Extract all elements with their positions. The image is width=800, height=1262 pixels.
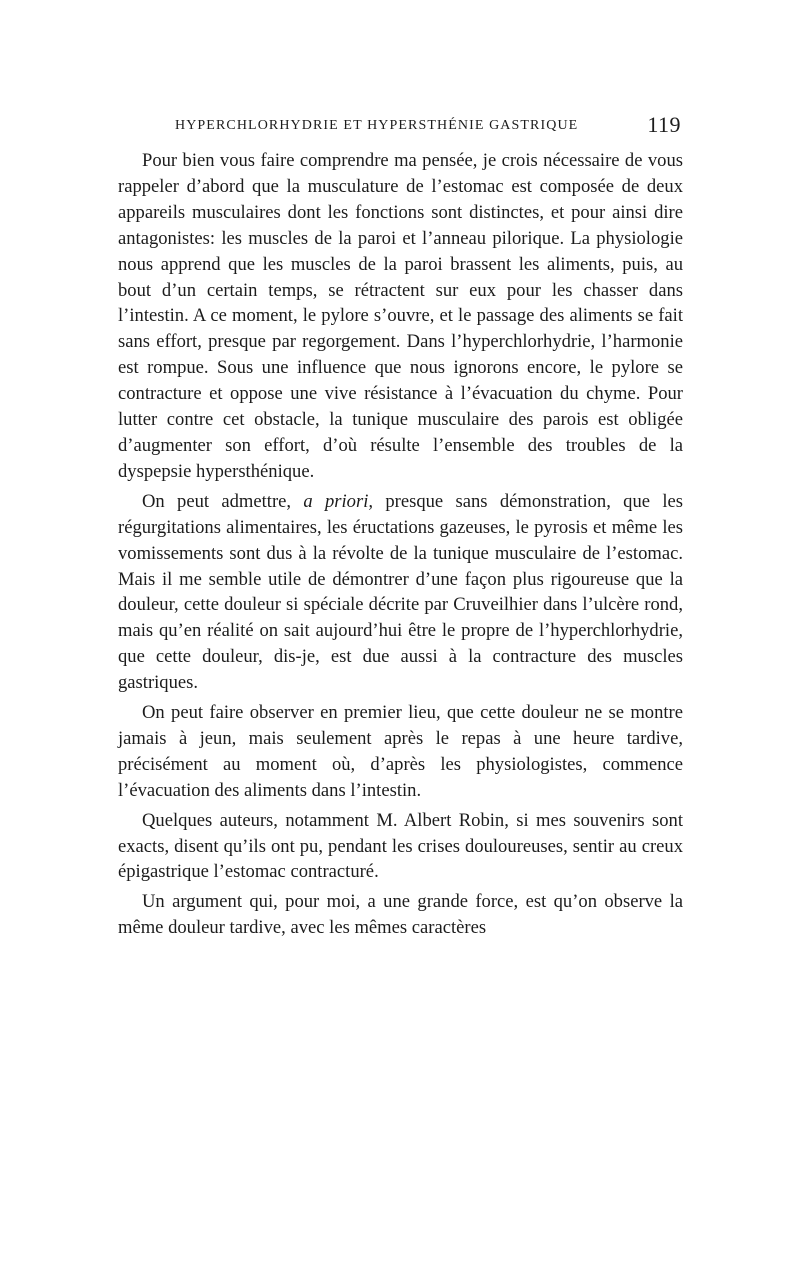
body-text (118, 148, 683, 941)
page-number: 119 (647, 112, 681, 137)
italic-phrase: a priori, (303, 490, 374, 512)
paragraph-2-text-start: On peut admettre, (142, 490, 304, 512)
running-header (118, 112, 683, 138)
paragraph-1-text: Pour bien vous faire comprendre ma pensée, je crois nécessaire de vous rappeler d’abord que la musculature de l’estomac est composée de deux appareils musculaires dont les fonctions sont distinctes, et pour ainsi dire antagonistes: les muscles de la paroi et l’anneau pilorique. La physiologie nous apprend que les muscles de la paroi brassent les aliments, puis, au bout d’un certain temps, se rétractent sur eux pour les chasser dans l’intestin. A ce moment, le pylore s’ouvre, et le passage des aliments se fait sans effort, presque par regorgement. Dans l’hyperchlorhydrie, l’harmonie est rompue. Sous une influence que nous ignorons encore, le pylore se contracture et oppose une vive résistance à l’évacuation du chyme. Pour lutter contre cet obstacle, la tunique musculaire des parois est obligée d’augmenter son effort, d’où résulte l’ensemble des troubles de la dyspepsie hypersthénique. (118, 150, 683, 482)
paragraph-3 (118, 700, 683, 804)
book-page (118, 112, 683, 941)
running-title: HYPERCHLORHYDRIE ET HYPERSTHÉNIE GASTRIQUE (175, 118, 579, 133)
paragraph-2-text-end: presque sans démonstration, que les régurgitations alimentaires, les éructations gazeuses, le pyrosis et même les vomissements sont dus à la révolte de la tunique musculaire de l’estomac. Mais il me semble utile de démontrer d’une façon plus rigoureuse que la douleur, cette douleur si spéciale décrite par Cruveilhier dans l’ulcère rond, mais qu’en réalité on sait aujourd’hui être le propre de l’hyperchlorhydrie, que cette douleur, dis-je, est due aussi à la contracture des muscles gastriques. (118, 490, 683, 694)
paragraph-5 (118, 889, 683, 941)
paragraph-4-text: Quelques auteurs, notamment M. Albert Robin, si mes souvenirs sont exacts, disent qu’ils ont pu, pendant les crises douloureuses, sentir au creux épigastrique l’estomac contracturé. (118, 809, 683, 883)
paragraph-5-text: Un argument qui, pour moi, a une grande force, est qu’on observe la même douleur tardive, avec les mêmes caractères (118, 891, 683, 939)
paragraph-3-text: On peut faire observer en premier lieu, que cette douleur ne se montre jamais à jeun, mais seulement après le repas à une heure tardive, précisément au moment où, d’après les physiologistes, commence l’évacuation des aliments dans l’intestin. (118, 702, 683, 801)
paragraph-2 (118, 489, 683, 696)
paragraph-1 (118, 148, 683, 485)
paragraph-4 (118, 808, 683, 886)
